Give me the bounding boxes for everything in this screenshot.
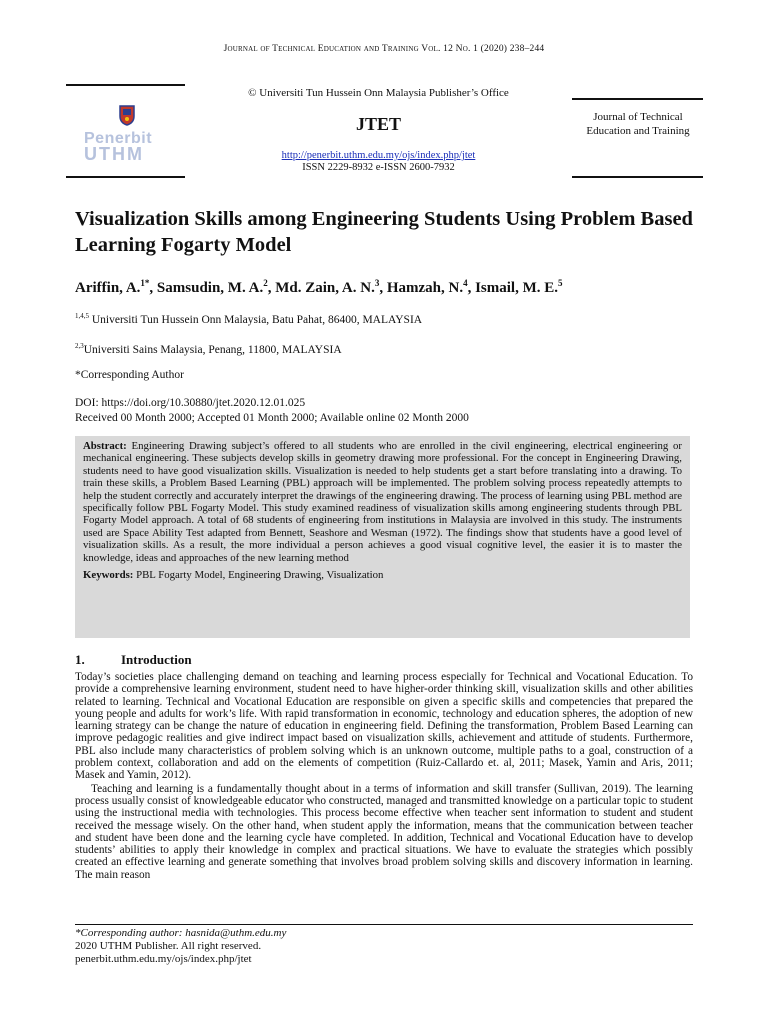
journal-acronym: JTET: [355, 114, 402, 134]
section-heading-introduction: [75, 652, 192, 668]
author-name: Ismail, M. E.: [475, 280, 558, 296]
footnote-site: penerbit.uthm.edu.my/ojs/index.php/jtet: [75, 953, 252, 965]
header-rule-right-bottom: [572, 176, 703, 178]
header-rule-right-top: [572, 98, 703, 100]
footnote-rule: [75, 924, 693, 925]
author-affiliation-mark: 2: [263, 278, 268, 288]
journal-url-link[interactable]: http://penerbit.uthm.edu.my/ojs/index.php/jtet: [281, 150, 476, 161]
doi-block: [75, 396, 469, 426]
doi-line: DOI: https://doi.org/10.30880/jtet.2020.12.01.025: [75, 397, 306, 409]
author-separator: ,: [149, 280, 157, 296]
abstract-text: Engineering Drawing subject’s offered to all students who are enrolled in the civil engineering, electrical engineering or mechanical engineering. These subjects develop skills in geometry drawing more professional. For the concept in Engineering Drawing, students need to have good visualization skills. Visualization is needed to help students get a start before translating into a drawing. To train these skills, a Problem Based Learning (PBL) approach will be implemented. The problem solving process repeatedly attempts to help the student correctly and accurately interpret the drawings of the engineering drawing. The process of learning using PBL method are specifically follow PBL Fogarty Model. This study examined readiness of visualization skills among engineering students through PBL Fogarty Model approach. A total of 68 students of engineering from institutions in Malaysia are involved in this study. The instruments used are Space Ability Test adapted from Bennett, Seashore and Wesman (1972). The findings show that students have a good level of visualization skills. As a result, the more individual a person achieves a good visual cognitive level, the easier it is to master the knowledge, ideas and approaches of the new learning method: [83, 440, 682, 564]
journal-running-header: Journal of Technical Education and Training Vol. 12 No. 1 (2020) 238–244: [223, 44, 545, 54]
author-name: Md. Zain, A. N.: [275, 280, 375, 296]
affiliation-1-mark: 1,4,5: [75, 312, 89, 320]
author-name: Hamzah, N.: [386, 280, 464, 296]
affiliation-1-text: Universiti Tun Hussein Onn Malaysia, Batu Pahat, 86400, MALAYSIA: [89, 313, 423, 326]
uthm-crest-icon: [118, 104, 136, 126]
section-number: 1.: [75, 652, 85, 667]
footnote-block: [75, 927, 286, 966]
received-line: Received 00 Month 2000; Accepted 01 Month 2000; Available online 02 Month 2000: [75, 412, 469, 424]
author-affiliation-mark: 3: [374, 278, 380, 288]
article-title: Visualization Skills among Engineering Students Using Problem Based Learning Fogarty Model: [75, 208, 693, 256]
issn-line: ISSN 2229-8932 e-ISSN 2600-7932: [302, 162, 455, 173]
body-paragraph-1: Today’s societies place challenging demand on teaching and learning process especially for Technical and Vocational Education. To provide a comprehensive learning environment, student need to have higher-order thinking skill, visualization skills and other abilities related to learning. Technical and Vocational Education are responsible on given a specific skills and competencies that prepared the young people and adults for work’s life. With rapid transformation in economic, technology and education spheres, the adoption of new learning strategy can be change the nature of education in engineering field. Defining the transformation, Problem Based Learning can improve pedagogic realities and give indirect impact based on visualization skills, achievement and attitude of students. Furthermore, PBL also include many characteristics of problem solving which is an unknown outcome, multiple paths to a goal, construction of a problem context, collaboration and add on the elements of competition (Ruiz-Callardo et. al, 2011; Masek, Yamin and Aris, 2011; Masek and Yamin, 2012).: [75, 671, 693, 782]
footnote-corresponding-email: *Corresponding author: hasnida@uthm.edu.my: [75, 927, 287, 939]
author-affiliation-mark: 4: [463, 278, 468, 288]
footnote-publisher: 2020 UTHM Publisher. All right reserved.: [75, 940, 262, 952]
section-title: Introduction: [121, 652, 192, 667]
abstract-box: [75, 436, 690, 638]
logo-word-penerbit: Penerbit: [84, 130, 153, 147]
header-rule-left-bottom: [66, 176, 185, 178]
publisher-logo: [84, 104, 174, 168]
author-separator: ,: [267, 280, 276, 296]
affiliation-2-mark: 2,3: [75, 342, 84, 350]
author-affiliation-mark: 5: [558, 278, 563, 288]
abstract-paragraph: [83, 440, 682, 564]
keywords-label: Keywords:: [83, 569, 134, 582]
journal-url: [185, 150, 572, 161]
keywords-line: [83, 569, 682, 581]
affiliation-1: [75, 312, 422, 326]
header-rule-left-top: [66, 84, 185, 86]
abstract-label: Abstract:: [83, 440, 127, 452]
logo-word-uthm: UTHM: [84, 144, 144, 164]
affiliation-2-text: Universiti Sains Malaysia, Penang, 11800, MALAYSIA: [83, 343, 342, 356]
author-affiliation-mark: 1*: [140, 278, 150, 288]
keywords-text: PBL Fogarty Model, Engineering Drawing, Visualization: [133, 569, 384, 582]
author-name: Samsudin, M. A.: [156, 280, 264, 296]
author-separator: ,: [379, 280, 387, 296]
affiliation-2: [75, 342, 342, 356]
copyright-line: © Universiti Tun Hussein Onn Malaysia Publisher’s Office: [248, 87, 509, 99]
journal-side-title: Journal of Technical Education and Training: [586, 111, 690, 137]
corresponding-author-note: *Corresponding Author: [75, 369, 184, 381]
author-separator: ,: [467, 280, 476, 296]
author-list: [75, 278, 695, 297]
author-name: Ariffin, A.: [75, 280, 141, 296]
introduction-body: [75, 671, 693, 881]
body-paragraph-2: Teaching and learning is a fundamentally thought about in a terms of information and skill transfer (Sullivan, 2019). The learning process usually consist of knowledgeable educator who constructed, managed and transmitted knowledge on a particular topic to student using the instructional media with technologies. This process become effective when teacher sent information to student and student received the message wisely. On the other hand, when student apply the information, means that the communication between teacher and student have been done and the learning cycle have completed. In addition, Technical and Vocational Education have to develop students’ abilities to apply their knowledge in complex and practical situations. We have to evaluate the strategies which possibly created an effective learning and generate something that involves broad problem solving skills and discovery information in learning. The main reason: [75, 782, 694, 881]
